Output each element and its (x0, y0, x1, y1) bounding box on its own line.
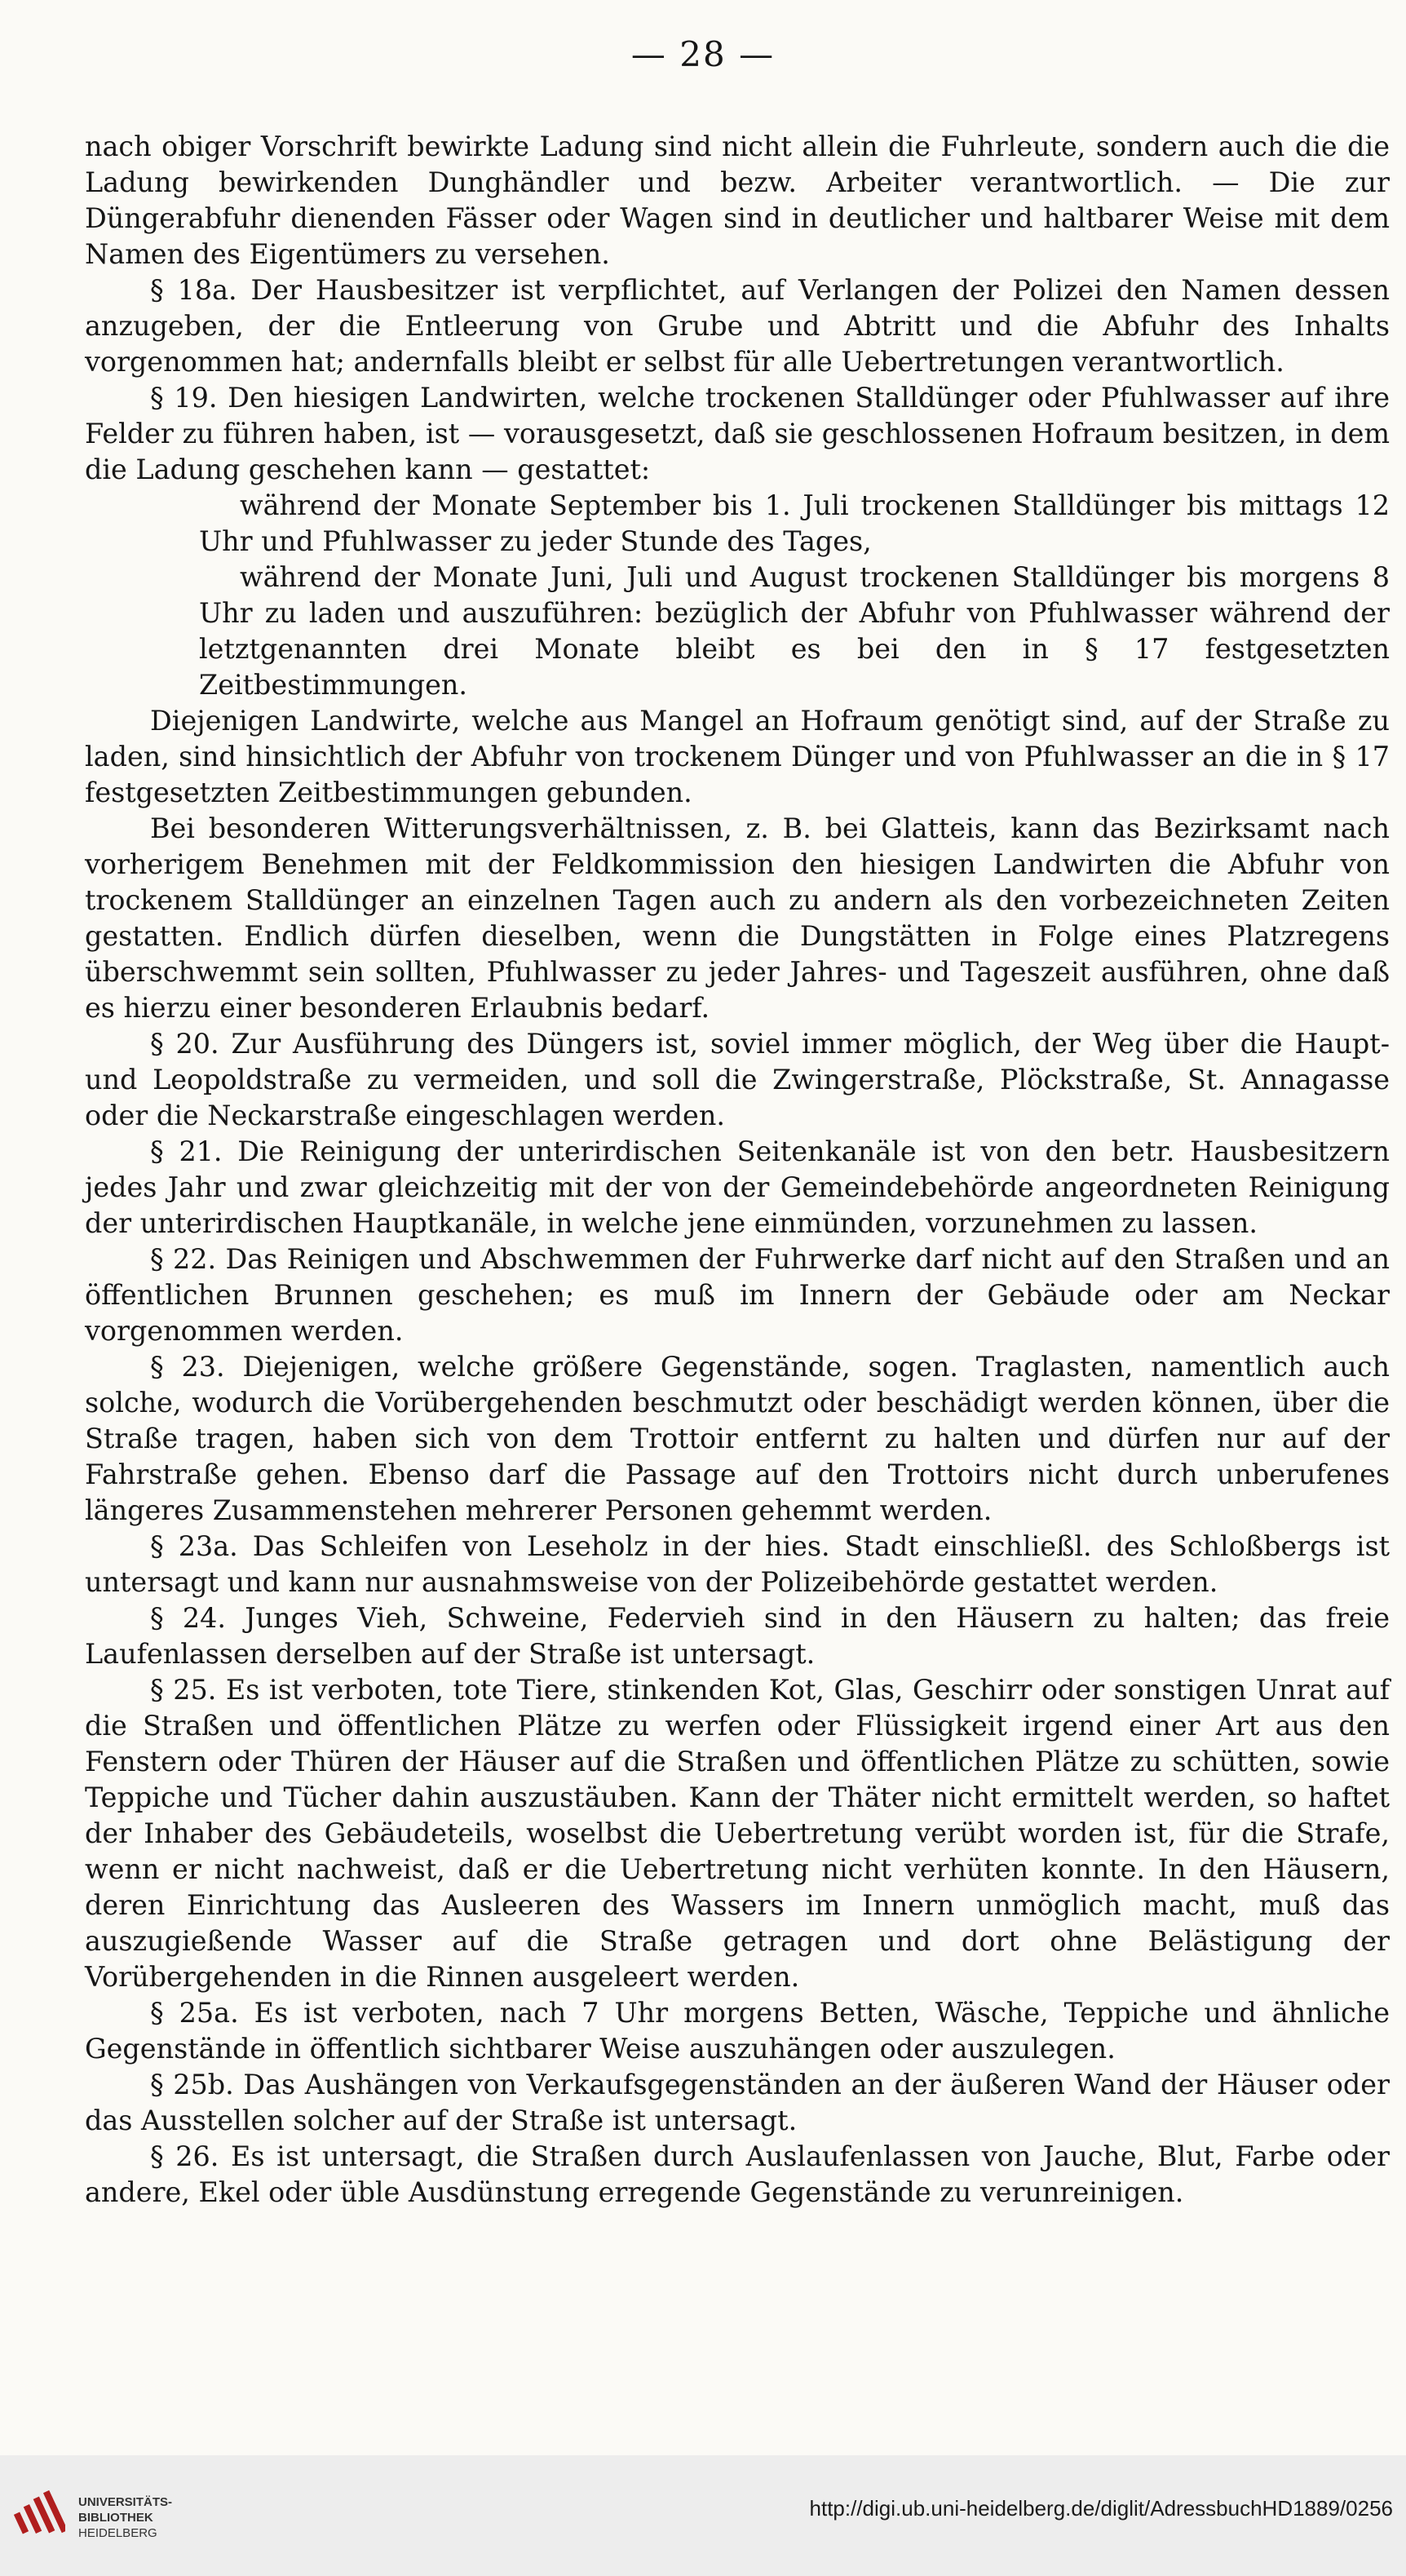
paragraph: während der Monate Juni, Juli und August trockenen Stalldünger bis morgens 8 Uhr zu laden und auszuführen: bezüglich der Abfuhr von Pfuhlwasser während der letztgenannten drei Monate bleibt es bei den in § 17 festgesetzten Zeitbestimmungen. (199, 561, 1390, 701)
paragraph: § 22. Das Reinigen und Abschwemmen der Fuhrwerke darf nicht auf den Straßen und an öffentlichen Brunnen geschehen; es muß im Innern der Gebäude oder am Neckar vorgenommen werden. (85, 1243, 1390, 1347)
paragraph: § 20. Zur Ausführung des Düngers ist, soviel immer möglich, der Weg über die Haupt- und Leopoldstraße zu vermeiden, und soll die Zwingerstraße, Plöckstraße, St. Annagasse oder die Neckarstraße eingeschlagen werden. (85, 1028, 1390, 1131)
paragraph: § 25a. Es ist verboten, nach 7 Uhr morgens Betten, Wäsche, Teppiche und ähnliche Gegenstände in öffentlich sichtbarer Weise auszuhängen oder auszulegen. (85, 1997, 1390, 2065)
paragraph: § 23. Diejenigen, welche größere Gegenstände, sogen. Traglasten, namentlich auch solche, wodurch die Vorübergehenden beschmutzt oder beschädigt werden können, über die Straße tragen, haben sich von dem Trottoir entfernt zu halten und dürfen nur auf der Fahrstraße gehen. Ebenso darf die Passage auf den Trottoirs nicht durch unberufenes längeres Zusammenstehen mehrerer Personen gehemmt werden. (85, 1351, 1390, 1526)
paragraph: Bei besonderen Witterungsverhältnissen, z. B. bei Glatteis, kann das Bezirksamt nach vorherigem Benehmen mit der Feldkommission den hiesigen Landwirten die Abfuhr von trockenem Stalldünger an einzelnen Tagen auch zu andern als den vorbezeichneten Zeiten gestatten. Endlich dürfen dieselben, wenn die Dungstätten in Folge eines Platzregens überschwemmt sein sollten, Pfuhlwasser zu jeder Jahres- und Tageszeit ausführen, ohne daß es hierzu einer besonderen Erlaubnis bedarf. (85, 812, 1390, 1024)
paragraph: § 23a. Das Schleifen von Leseholz in der hies. Stadt einschließl. des Schloßbergs ist untersagt und kann nur ausnahmsweise von der Polizeibehörde gestattet werden. (85, 1530, 1390, 1598)
library-name-line1: UNIVERSITÄTS- (78, 2495, 173, 2509)
paragraph: § 18a. Der Hausbesitzer ist verpflichtet, auf Verlangen der Polizei den Namen dessen anzugeben, der die Entleerung von Grube und Abtritt und die Abfuhr des Inhalts vorgenommen hat; andernfalls bleibt er selbst für alle Uebertretungen verantwortlich. (85, 274, 1390, 378)
paragraph: § 25. Es ist verboten, tote Tiere, stinkenden Kot, Glas, Geschirr oder sonstigen Unrat auf die Straßen und öffentlichen Plätze zu werfen oder Flüssigkeit irgend einer Art aus den Fenstern oder Thüren der Häuser auf die Straßen und öffentlichen Plätze zu schütten, sowie Teppiche und Tücher dahin auszustäuben. Kann der Thäter nicht ermittelt werden, so haftet der Inhaber des Gebäudeteils, woselbst die Uebertretung verübt worden ist, für die Strafe, wenn er nicht nachweist, daß er die Uebertretung nicht verhüten konnte. In den Häusern, deren Einrichtung das Ausleeren des Wassers im Innern unmöglich macht, muß das auszugießende Wasser auf die Straße getragen und dort ohne Belästigung der Vorübergehenden in die Rinnen ausgeleert werden. (85, 1674, 1390, 1993)
body-text (85, 129, 1390, 2211)
paragraph: § 19. Den hiesigen Landwirten, welche trockenen Stalldünger oder Pfuhlwasser auf ihre Felder zu führen haben, ist — vorausgesetzt, daß sie geschlossenen Hofraum besitzen, in dem die Ladung geschehen kann — gestattet: (85, 382, 1390, 485)
source-url-link[interactable]: http://digi.ub.uni-heidelberg.de/diglit/AdressbuchHD1889/0256 (809, 2496, 1393, 2521)
paragraph: während der Monate September bis 1. Juli trockenen Stalldünger bis mittags 12 Uhr und Pfuhlwasser zu jeder Stunde des Tages, (199, 489, 1390, 557)
paragraph: nach obiger Vorschrift bewirkte Ladung sind nicht allein die Fuhrleute, sondern auch die die Ladung bewirkenden Dunghändler und bezw. Arbeiter verantwortlich. — Die zur Düngerabfuhr dienenden Fässer oder Wagen sind in deutlicher und haltbarer Weise mit dem Namen des Eigentümers zu versehen. (85, 131, 1390, 270)
paragraph: § 25b. Das Aushängen von Verkaufsgegenständen an der äußeren Wand der Häuser oder das Ausstellen solcher auf der Straße ist untersagt. (85, 2069, 1390, 2136)
library-name-line2: BIBLIOTHEK (78, 2511, 153, 2525)
paragraph: § 21. Die Reinigung der unterirdischen Seitenkanäle ist von den betr. Hausbesitzern jedes Jahr und zwar gleichzeitig mit der von der Gemeindebehörde angeordneten Reinigung der unterirdischen Hauptkanäle, in welche jene einmünden, vorzunehmen zu lassen. (85, 1135, 1390, 1239)
library-name (78, 2494, 172, 2541)
paragraph: § 24. Junges Vieh, Schweine, Federvieh sind in den Häusern zu halten; das freie Laufenlassen derselben auf der Straße ist untersagt. (85, 1602, 1390, 1670)
footer-bar (0, 2455, 1406, 2576)
paragraph: § 26. Es ist untersagt, die Straßen durch Auslaufenlassen von Jauche, Blut, Farbe oder andere, Ekel oder üble Ausdünstung erregende Gegenstände zu verunreinigen. (85, 2140, 1390, 2208)
library-logo-icon (13, 2485, 65, 2537)
paragraph: Diejenigen Landwirte, welche aus Mangel an Hofraum genötigt sind, auf der Straße zu laden, sind hinsichtlich der Abfuhr von trockenem Dünger und von Pfuhlwasser an die in § 17 festgesetzten Zeitbestimmungen gebunden. (85, 705, 1390, 808)
library-name-line3: HEIDELBERG (78, 2526, 157, 2540)
page-number: — 28 — (630, 34, 776, 74)
